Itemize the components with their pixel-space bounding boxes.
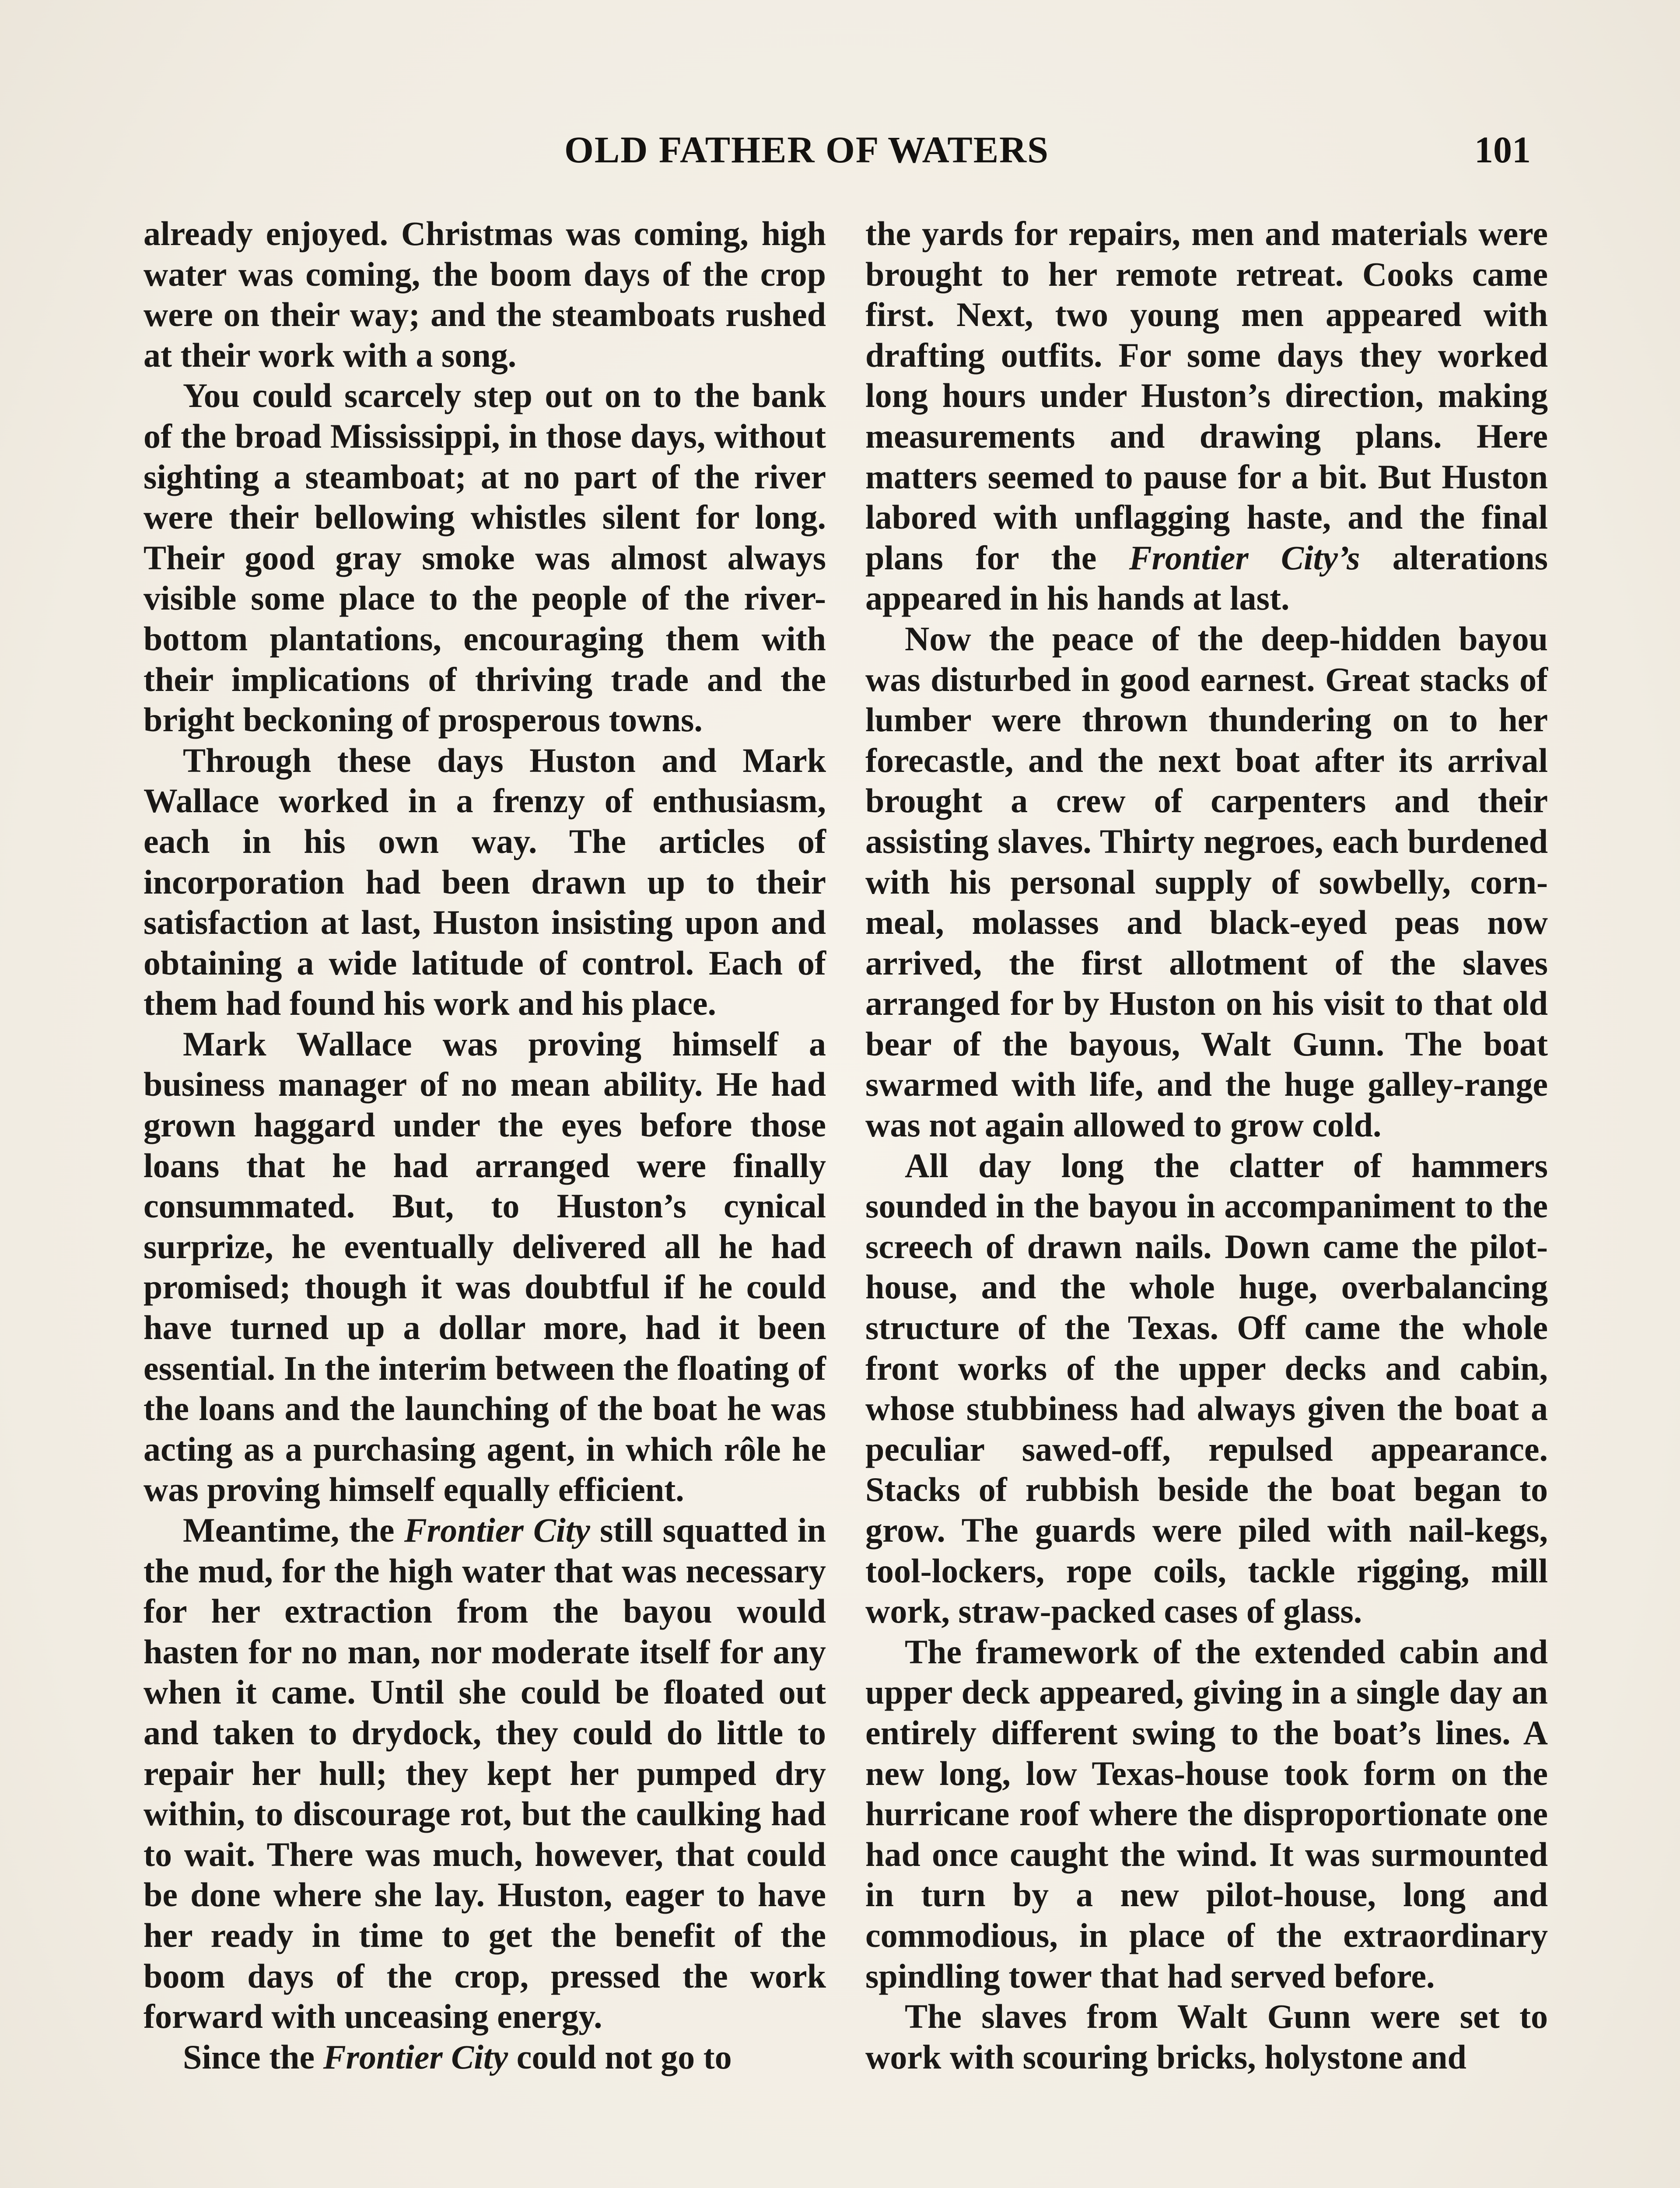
running-header-title: OLD FATHER OF WATERS <box>564 129 1049 171</box>
paragraph-text: Now the peace of the deep-hidden bayou was disturbed in good earnest. Great stacks of lumber were thrown thundering on to her forecastle, and the next boat after its arrival brought a crew of carpenters and their assisting slaves. Thirty negroes, each burdened with his personal supply of sowbelly, corn-meal, molasses and black-eyed peas now arrived, the first allotment of the slaves arranged for by Huston on his visit to that old bear of the bayous, Walt Gunn. The boat swarmed with life, and the huge galley-range was not again allowed to grow cold. <box>865 619 1548 1144</box>
paragraph-text: still squatted in the mud, for the high water that was necessary for her extraction from the bayou would hasten for no man, nor moderate itself for any when it came. Until she could be floated out and taken to drydock, they could do little to repair her hull; they kept her pumped dry within, to discourage rot, but the caulking had to wait. There was much, however, that could be done where she lay. Huston, eager to have her ready in time to get the benefit of the boom days of the crop, pressed the work forward with unceasing energy. <box>144 1511 826 2036</box>
italic-boat-name: Frontier City <box>404 1511 590 1549</box>
page-number: 101 <box>1474 129 1531 171</box>
paragraph <box>144 1024 826 1510</box>
paragraph-text: You could scarcely step out on to the bank of the broad Mississippi, in those days, without sighting a steamboat; at no part of the river were their bellowing whistles silent for long. Their good gray smoke was almost always visible some place to the people of the river-bottom plantations, encouraging them with their implications of thriving trade and the bright beckoning of prosperous towns. <box>144 376 826 739</box>
paragraph-text: the yards for repairs, men and materials were brought to her remote retreat. Cooks came first. Next, two young men appeared with drafting outfits. For some days they worked long hours under Huston’s direction, making measurements and drawing plans. Here matters seemed to pause for a bit. But Huston labored with unflagging haste, and the final plans for the <box>865 214 1548 577</box>
paragraph-text: Since the <box>183 2037 323 2076</box>
paragraph-text: Mark Wallace was proving himself a business manager of no mean ability. He had grown haggard under the eyes before those loans that he had arranged were finally consummated. But, to Huston’s cynical surprize, he eventually delivered all he had promised; though it was doubtful if he could have turned up a dollar more, had it been essential. In the interim between the floating of the loans and the launching of the boat he was acting as a purchasing agent, in which rôle he was proving himself equally efficient. <box>144 1024 826 1509</box>
paragraph-text: alterations appeared in his hands at last. <box>865 538 1548 617</box>
paragraph <box>865 619 1548 1146</box>
paragraph <box>865 214 1548 619</box>
paragraph-text: could not go to <box>508 2037 732 2076</box>
paragraph <box>144 375 826 740</box>
paragraph-text: Through these days Huston and Mark Wallace worked in a frenzy of enthusiasm, each in his own way. The articles of incorporation had been drawn up to their satisfaction at last, Huston insisting upon and obtaining a wide latitude of control. Each of them had found his work and his place. <box>144 741 826 1023</box>
paragraph-text: Meantime, the <box>183 1511 404 1549</box>
paragraph <box>865 1146 1548 1632</box>
paragraph <box>144 740 826 1024</box>
paragraph-text: The framework of the extended cabin and upper deck appeared, giving in a single day an entirely different swing to the boat’s lines. A new long, low Texas-house took form on the hurricane roof where the disproportionate one had once caught the wind. It was surmounted in turn by a new pilot-house, long and commodious, in place of the extraordinary spindling tower that had served before. <box>865 1632 1548 1995</box>
paragraph <box>144 2037 826 2078</box>
paragraph <box>144 214 826 375</box>
paragraph-text: The slaves from Walt Gunn were set to work with scouring bricks, holystone and <box>865 1997 1548 2076</box>
paragraph-text: already enjoyed. Christmas was coming, high water was coming, the boom days of the crop were on their way; and the steamboats rushed at their work with a song. <box>144 214 826 374</box>
paragraph <box>144 1510 826 2037</box>
paragraph-text: All day long the clatter of hammers sounded in the bayou in accompaniment to the screech of drawn nails. Down came the pilot-house, and the whole huge, overbalancing structure of the Texas. Off came the whole front works of the upper decks and cabin, whose stubbiness had always given the boat a peculiar sawed-off, repulsed appearance. Stacks of rubbish beside the boat began to grow. The guards were piled with nail-kegs, tool-lockers, rope coils, tackle rigging, mill work, straw-packed cases of glass. <box>865 1146 1548 1630</box>
paragraph <box>865 1632 1548 1996</box>
italic-boat-name: Frontier City <box>323 2037 508 2076</box>
right-text-column <box>865 214 1548 2077</box>
italic-boat-name: Frontier City’s <box>1129 538 1360 577</box>
paragraph <box>865 1996 1548 2077</box>
left-text-column <box>144 214 826 2077</box>
